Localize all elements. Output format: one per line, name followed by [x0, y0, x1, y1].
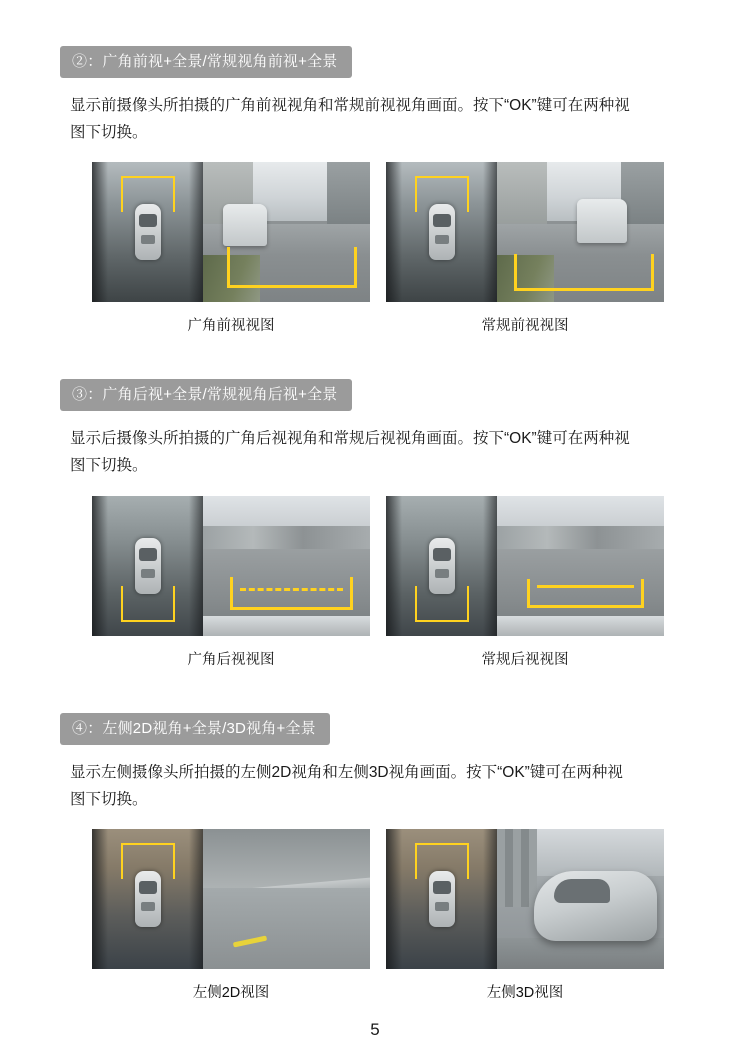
ground-surface — [497, 938, 664, 969]
page-number: 5 — [370, 1020, 380, 1039]
section-heading: ②：广角前视+全景/常规视角前视+全景 — [60, 46, 352, 78]
screenshot-normal-rear — [386, 496, 664, 636]
parked-white-car — [577, 199, 627, 244]
figure-normal-rear — [386, 496, 664, 669]
screenshot-wide-front — [92, 162, 370, 302]
camera-view-normal-front — [497, 162, 664, 302]
figure-caption: 常规后视视图 — [481, 651, 569, 668]
vehicle-icon — [429, 204, 455, 260]
parked-white-car — [223, 204, 266, 246]
vehicle-icon — [135, 871, 161, 927]
trajectory-guideline-dashed — [240, 588, 343, 591]
section-rear-view — [60, 379, 690, 668]
adjacent-vehicle — [534, 871, 657, 941]
vehicle-icon — [135, 204, 161, 260]
vehicle-icon — [135, 538, 161, 594]
trajectory-guideline — [514, 254, 654, 291]
birdseye-panel — [92, 829, 203, 969]
section-body-text: 显示前摄像头所拍摄的广角前视视角和常规前视视角画面。按下“OK”键可在两种视图下切换。 — [70, 97, 630, 142]
image-pair — [92, 829, 690, 1002]
image-pair — [92, 496, 690, 669]
birdseye-panel — [386, 496, 497, 636]
vehicle-bumper — [203, 616, 370, 636]
screenshot-normal-front — [386, 162, 664, 302]
figure-wide-rear — [92, 496, 370, 669]
figure-caption: 左侧2D视图 — [192, 984, 270, 1001]
ground-surface — [203, 888, 370, 969]
trajectory-guideline — [227, 247, 357, 288]
panel-edge-shade — [483, 829, 497, 969]
image-pair — [92, 162, 690, 335]
vehicle-bumper — [497, 616, 664, 636]
section-body-text: 显示左侧摄像头所拍摄的左侧2D视角和左侧3D视角画面。按下“OK”键可在两种视图下切换。 — [70, 763, 623, 808]
screenshot-left-2d — [92, 829, 370, 969]
figure-caption: 常规前视视图 — [481, 318, 569, 335]
birdseye-panel — [92, 496, 203, 636]
section-left-view — [60, 713, 690, 1002]
trajectory-guideline — [527, 579, 644, 608]
camera-view-normal-rear — [497, 496, 664, 636]
section-front-view — [60, 46, 690, 335]
figure-caption: 左侧3D视图 — [486, 984, 564, 1001]
panel-edge-shade — [189, 496, 203, 636]
section-heading: ③：广角后视+全景/常规视角后视+全景 — [60, 379, 352, 411]
camera-view-wide-front — [203, 162, 370, 302]
screenshot-wide-rear — [92, 496, 370, 636]
camera-view-wide-rear — [203, 496, 370, 636]
birdseye-panel — [386, 829, 497, 969]
figure-wide-front — [92, 162, 370, 335]
camera-view-left-2d — [203, 829, 370, 969]
screenshot-left-3d — [386, 829, 664, 969]
section-body-text: 显示后摄像头所拍摄的广角后视视角和常规后视视角画面。按下“OK”键可在两种视图下切换。 — [70, 430, 630, 475]
panel-edge-shade — [483, 496, 497, 636]
figure-caption: 广角后视视图 — [187, 651, 275, 668]
birdseye-panel — [92, 162, 203, 302]
trajectory-guideline — [230, 577, 353, 610]
panel-edge-shade — [189, 829, 203, 969]
vehicle-icon — [429, 538, 455, 594]
panel-edge-shade — [483, 162, 497, 302]
trajectory-guideline-second — [537, 585, 634, 588]
figure-normal-front — [386, 162, 664, 335]
panel-edge-shade — [189, 162, 203, 302]
camera-view-left-3d — [497, 829, 664, 969]
figure-left-3d — [386, 829, 664, 1002]
spacer — [60, 341, 690, 379]
figure-caption: 广角前视视图 — [187, 318, 275, 335]
spacer — [60, 675, 690, 713]
figure-left-2d — [92, 829, 370, 1002]
section-heading: ④：左侧2D视角+全景/3D视角+全景 — [60, 713, 330, 745]
vehicle-icon — [429, 871, 455, 927]
garage-pillars — [497, 829, 537, 907]
birdseye-panel — [386, 162, 497, 302]
